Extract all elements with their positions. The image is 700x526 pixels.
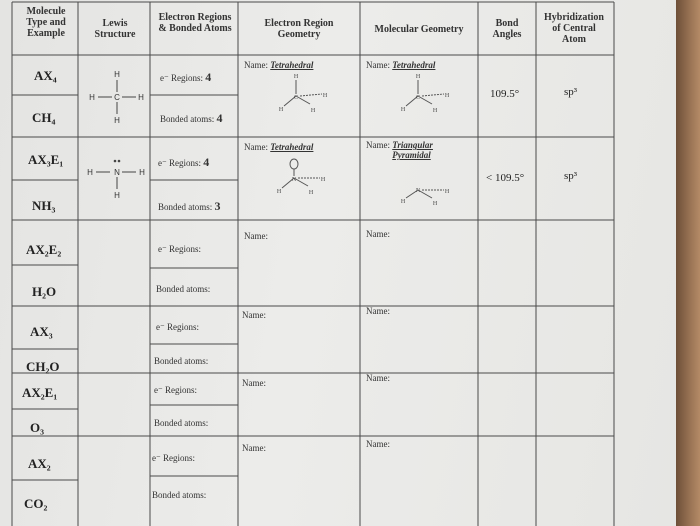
molecule-type-ax2e2: AX₂E₂ [26,242,62,257]
pyr-h3-erg: H [320,177,326,183]
header-electron-regions: Electron Regions & Bonded Atoms [158,12,232,34]
regions-label: e⁻ Regions: [160,73,203,83]
bonded-row5: Bonded atoms: [154,418,209,428]
molecule-example-h2o: H₂O [32,284,57,299]
regions-value: 4 [203,155,210,169]
lewis-nh3-h-left: H [87,168,93,177]
pyr-h1-mg: H [400,199,406,205]
lewis-ch4-h-left: H [89,93,95,102]
erg-name-row3: Name: [244,231,268,241]
hybridization-row1: sp³ [564,86,578,98]
mg-geom-h3: H [432,108,438,114]
bonded-value: 4 [216,111,223,125]
pyr-h3-mg: H [444,189,450,195]
pyr-h2-erg: H [308,190,314,196]
lewis-structure-nh3 [80,150,150,210]
regions-value: 4 [205,70,212,84]
table-surface [676,0,700,526]
tetrahedral-lone-pair-sketch [270,152,330,202]
regions-row2 [158,155,209,170]
header-lewis-structure: Lewis Structure [94,18,136,40]
regions-label: e⁻ Regions: [158,158,201,168]
molecule-example-ch4: CH₄ [32,110,56,125]
erg-name-row1 [244,60,313,70]
erg-name-row2 [244,142,313,152]
erg-geom-h3: H [310,108,316,114]
mg-name-row4: Name: [366,306,390,316]
header-molecule-type: Molecule Type and Example [26,6,66,39]
erg-geom-center: C [293,95,299,101]
molecule-example-o3: O₃ [30,420,45,435]
erg-geom-h4: H [322,93,328,99]
pyr-h1-erg: H [276,189,282,195]
erg-name-row5: Name: [242,378,266,388]
bonded-label: Bonded atoms: [158,202,213,212]
regions-row1 [160,70,211,85]
bonded-label: Bonded atoms: [160,114,215,124]
erg-name-label: Name: [244,142,268,152]
mg-name-row6: Name: [366,439,390,449]
lewis-ch4-h-top: H [114,70,120,79]
regions-row4: e⁻ Regions: [156,322,199,332]
erg-name-label: Name: [244,60,268,70]
mg-name-label: Name: [366,60,390,70]
lewis-ch4-h-bottom: H [114,116,120,125]
lewis-ch4-h-right: H [138,93,144,102]
mg-name-label: Name: [366,140,390,150]
bond-angle-row2: < 109.5° [486,172,525,184]
mg-geom-center: C [415,95,421,101]
bonded-row4: Bonded atoms: [154,356,209,366]
regions-row6: e⁻ Regions: [152,453,195,463]
regions-row3: e⁻ Regions: [158,244,201,254]
pyr-center-erg: N [291,177,297,183]
erg-geom-h2: H [278,107,284,113]
mg-geom-h4: H [444,93,450,99]
bond-angle-row1: 109.5° [490,88,520,100]
molecule-type-ax3: AX₃ [30,324,53,339]
molecule-example-nh3: NH₃ [32,198,56,213]
header-bond-angles: Bond Angles [492,18,522,40]
lewis-structure-ch4 [80,58,150,138]
mg-geom-h2: H [400,107,406,113]
lewis-nh3-center: N [114,168,120,177]
pyr-center-mg: N [415,188,421,194]
erg-name-row4: Name: [242,310,266,320]
lewis-ch4-center: C [114,93,120,102]
erg-geom-h1: H [293,74,299,80]
bonded-value: 3 [214,199,221,213]
molecule-type-ax2e1: AX₂E₁ [22,385,58,400]
mg-geom-h1: H [415,74,421,80]
mg-name-value: Triangular Pyramidal [392,140,433,160]
molecule-example-co2: CO₂ [24,496,48,511]
mg-name-row1 [366,60,435,70]
molecule-example-ch2o: CH₂O [26,359,60,374]
erg-name-value: Tetrahedral [270,142,314,152]
header-electron-region-geometry: Electron Region Geometry [264,18,334,40]
molecule-type-ax3e1: AX₃E₁ [28,152,64,167]
pyramidal-sketch [394,172,454,212]
header-molecular-geometry: Molecular Geometry [374,24,464,35]
lewis-nh3-h-right: H [139,168,145,177]
bonded-row3: Bonded atoms: [156,284,211,294]
bonded-row6: Bonded atoms: [152,490,207,500]
pyr-h2-mg: H [432,201,438,207]
lewis-nh3-h-bottom: H [114,191,120,200]
header-hybridization: Hybridization of Central Atom [543,12,604,45]
molecule-type-ax2: AX₂ [28,456,51,471]
molecule-type-ax4: AX₄ [34,68,57,83]
mg-name-value: Tetrahedral [392,60,436,70]
hybridization-row2: sp³ [564,170,578,182]
mg-name-row2 [366,140,454,160]
bonded-row2 [158,199,221,214]
mg-name-row5: Name: [366,373,390,383]
erg-name-value: Tetrahedral [270,60,314,70]
erg-name-row6: Name: [242,443,266,453]
tetrahedral-sketch-mg [394,70,454,120]
regions-row5: e⁻ Regions: [154,385,197,395]
mg-name-row3: Name: [366,229,390,239]
tetrahedral-sketch-erg [272,70,332,120]
bonded-row1 [160,111,223,126]
